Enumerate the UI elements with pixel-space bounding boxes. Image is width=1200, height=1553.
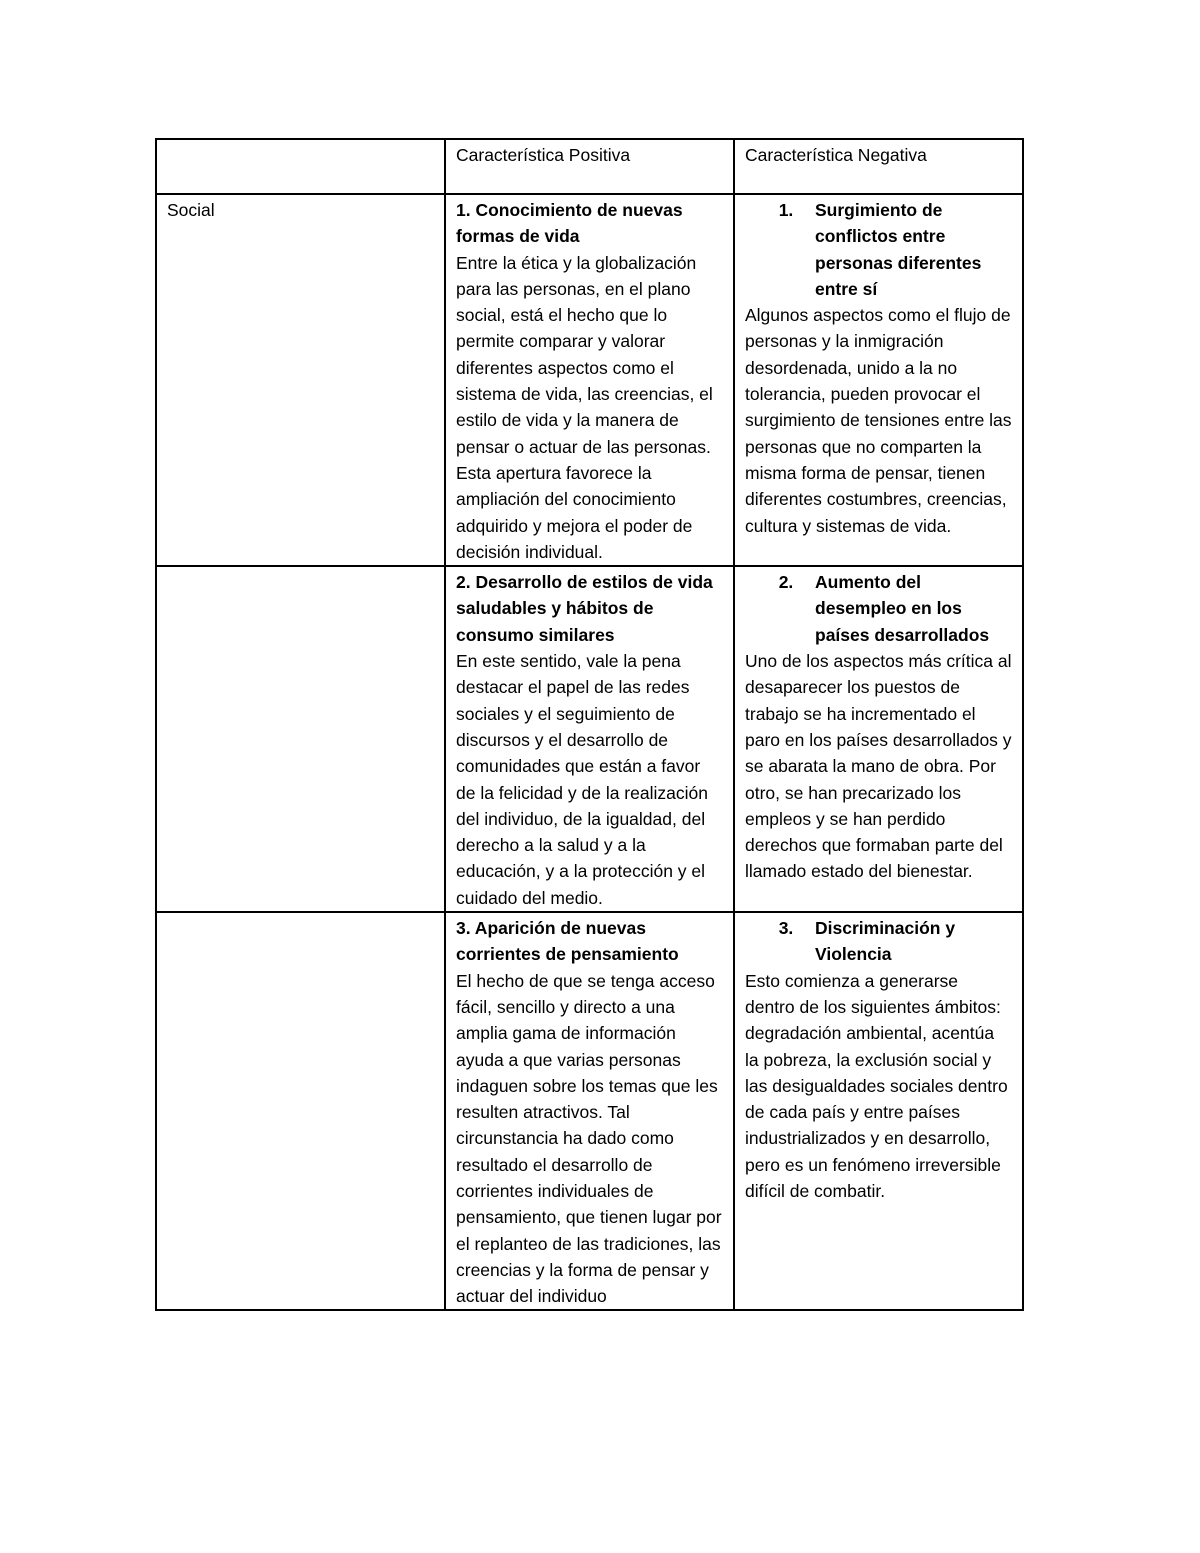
positive-cell (445, 912, 734, 1310)
positive-cell (445, 194, 734, 566)
negative-title: Aumento del desempleo en los países desarrollados (815, 572, 990, 645)
table-row (156, 912, 1023, 1310)
characteristics-table (155, 138, 1024, 1311)
positive-title: 1. Conocimiento de nuevas formas de vida (456, 200, 683, 247)
negative-number: 3. (778, 918, 794, 939)
table-row (156, 566, 1023, 912)
header-cell-empty (156, 139, 445, 194)
positive-title: 2. Desarrollo de estilos de vida saludables y hábitos de consumo similares (456, 572, 713, 645)
row-label-cell (156, 194, 445, 566)
negative-text: Esto comienza a generarse dentro de los siguientes ámbitos: degradación ambiental, acentúa la pobreza, la exclusión social y las desigualdades sociales dentro de cada país y entre países industrializados y en desarrollo, pero es un fenómeno irreversible difícil de combatir. (745, 970, 1008, 1201)
negative-cell (734, 566, 1023, 912)
table-header-row (156, 139, 1023, 194)
negative-number: 2. (778, 572, 794, 593)
negative-text: Algunos aspectos como el flujo de personas y la inmigración desordenada, unido a la no tolerancia, pueden provocar el surgimiento de tensiones entre las personas que no comparten la misma forma de pensar, tienen diferentes costumbres, creencias, cultura y sistemas de vida. (745, 305, 1012, 536)
negative-title: Discriminación y Violencia (815, 918, 956, 965)
positive-title: 3. Aparición de nuevas corrientes de pensamiento (456, 918, 679, 965)
positive-text: Entre la ética y la globalización para las personas, en el plano social, está el hecho que lo permite comparar y valorar diferentes aspectos como el sistema de vida, las creencias, el estilo de vida y la manera de pensar o actuar de las personas. Esta apertura favorece la ampliación del conocimiento adquirido y mejora el poder de decisión individual. (456, 252, 713, 562)
row-label-cell (156, 912, 445, 1310)
positive-text: En este sentido, vale la pena destacar el papel de las redes sociales y el seguimiento de discursos y el desarrollo de comunidades que están a favor de la felicidad y de la realización del individuo, de la igualdad, del derecho a la salud y a la educación, y a la protección y el cuidado del medio. (456, 651, 708, 908)
negative-heading (745, 197, 1012, 302)
negative-cell (734, 194, 1023, 566)
positive-cell (445, 566, 734, 912)
row-label-cell (156, 566, 445, 912)
table-row (156, 194, 1023, 566)
negative-heading (745, 569, 1012, 648)
row-label: Social (167, 200, 215, 220)
header-cell-negative (734, 139, 1023, 194)
negative-title: Surgimiento de conflictos entre personas diferentes entre sí (815, 200, 982, 299)
negative-number: 1. (778, 200, 794, 220)
header-cell-positive (445, 139, 734, 194)
negative-cell (734, 912, 1023, 1310)
negative-heading (745, 915, 1012, 968)
header-positive-label: Característica Positiva (456, 145, 631, 165)
negative-text: Uno de los aspectos más crítica al desaparecer los puestos de trabajo se ha incrementado el paro en los países desarrollados y se abarata la mano de obra. Por otro, se han precarizado los empleos y se han perdido derechos que formaban parte del llamado estado del bienestar. (745, 651, 1012, 882)
positive-text: El hecho de que se tenga acceso fácil, sencillo y directo a una amplia gama de información ayuda a que varias personas indaguen sobre los temas que les resulten atractivos. Tal circunstancia ha dado como resultado el desarrollo de corrientes individuales de pensamiento, que tienen lugar por el replanteo de las tradiciones, las creencias y la forma de pensar y actuar del individuo (456, 970, 722, 1307)
header-negative-label: Característica Negativa (745, 145, 927, 165)
